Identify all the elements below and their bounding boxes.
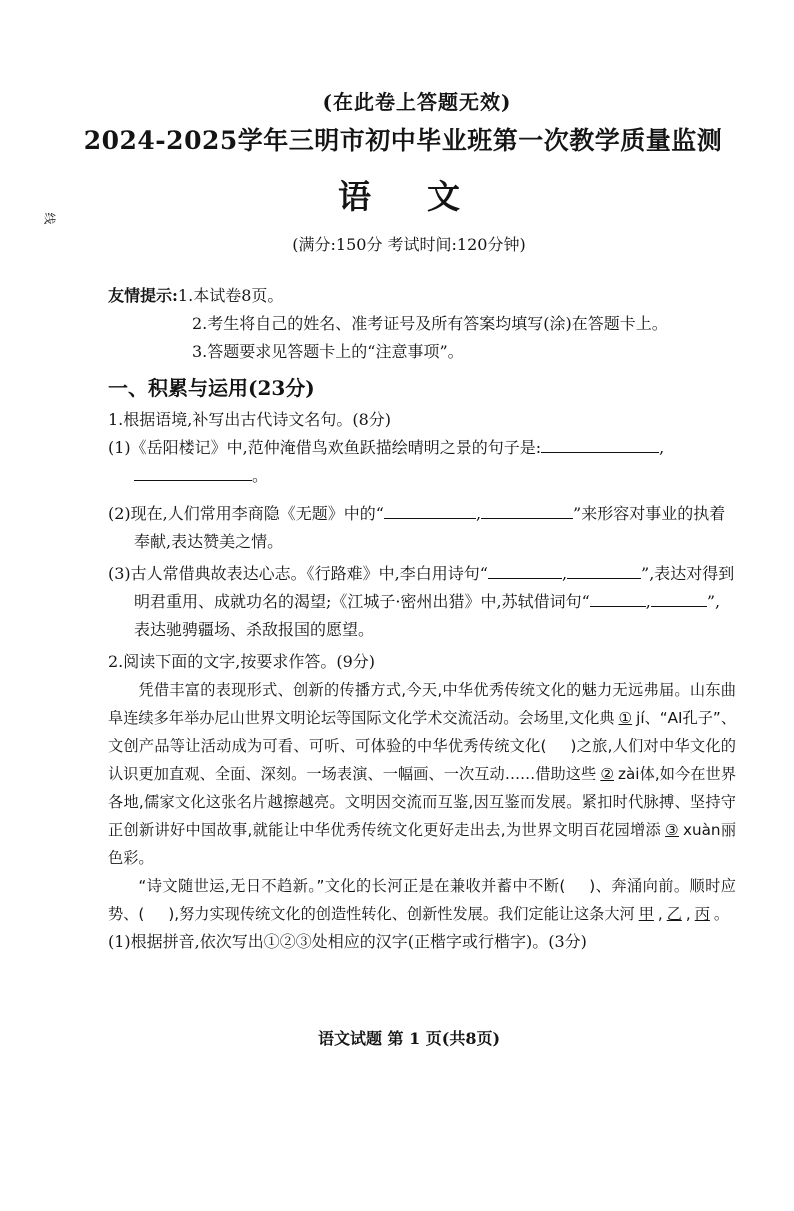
page-footer: 语文试题 第 1 页(共8页) bbox=[317, 1029, 501, 1048]
section-heading: 一、积累与运用(23分) bbox=[108, 376, 315, 400]
tip-item: 2.考生将自己的姓名、准考证号及所有答案均填写(涂)在答题卡上。 bbox=[192, 314, 668, 333]
answer-blank[interactable] bbox=[541, 434, 659, 453]
friendly-tips bbox=[108, 282, 736, 366]
question-stem: 1.根据语境,补写出古代诗文名句。(8分) bbox=[108, 410, 392, 429]
invalid-answer-notice: (在此卷上答题无效) bbox=[322, 90, 512, 114]
question-2-sub-1: (1)根据拼音,依次写出①②③处相应的汉字(正楷字或行楷字)。(3分) bbox=[108, 932, 587, 951]
answer-blank[interactable] bbox=[134, 462, 252, 481]
marker-2: ② bbox=[600, 765, 615, 783]
question-stem: 2.阅读下面的文字,按要求作答。(9分) bbox=[108, 652, 376, 671]
answer-blank[interactable] bbox=[590, 588, 646, 607]
reading-passage bbox=[108, 676, 736, 928]
marker-3: ③ bbox=[665, 821, 679, 839]
passage-paragraph: 凭借丰富的表现形式、创新的传播方式,今天,中华优秀传统文化的魅力无远弗届。山东曲阜连续多年举办尼山世界文明论坛等国际文化学术交流活动。会场里,文化典 ① jí、“AI孔子”、文创产品等让活动成为可看、可听、可体验的中华优秀传统文化( )之旅,人们对中华文化的认识更加直观、全面、深刻。一场表演、一幅画、一次互动……借助这些 ② zài体,如今在世界各地,儒家文化这张名片越擦越亮。文明因交流而互鉴,因互鉴而发展。紧扣时代脉搏、坚持守正创新讲好中国故事,就能让中华优秀传统文化更好走出去,为世界文明百花园增添 ③ xuàn丽色彩。 bbox=[108, 681, 737, 867]
answer-blank[interactable] bbox=[567, 560, 641, 579]
question-1-part-3: (3)古人常借典故表达心志。《行路难》中,李白用诗句“ , ”,表达对得到明君重用、成就功名的渴望;《江城子·密州出猎》中,苏轼借词句“ , ”,表达驰骋疆场、杀敌报国的愿望。 bbox=[108, 560, 736, 644]
marker-bing: 丙 bbox=[694, 905, 710, 923]
exam-title: 2024-2025学年三明市初中毕业班第一次教学质量监测 bbox=[83, 126, 723, 155]
question-1-part-2: (2)现在,人们常用李商隐《无题》中的“ , ”来形容对事业的执着奉献,表达赞美之情。 bbox=[108, 500, 736, 556]
answer-blank[interactable] bbox=[384, 500, 476, 519]
tips-label: 友情提示: bbox=[108, 286, 178, 305]
passage-paragraph: “诗文随世运,无日不趋新。”文化的长河正是在兼收并蓄中不断( )、奔涌向前。顺时应势、( ),努力实现传统文化的创造性转化、创新性发展。我们定能让这条大河 甲 , 乙 , 丙 。 bbox=[108, 877, 736, 923]
answer-paren[interactable] bbox=[546, 737, 570, 755]
exam-content bbox=[108, 282, 736, 956]
answer-paren[interactable] bbox=[144, 905, 168, 923]
exam-header bbox=[0, 86, 794, 255]
tip-item: 1.本试卷8页。 bbox=[177, 286, 284, 305]
question-1 bbox=[108, 406, 736, 644]
question-2 bbox=[108, 648, 736, 956]
question-1-part-1: (1)《岳阳楼记》中,范仲淹借鸟欢鱼跃描绘晴明之景的句子是: , 。 bbox=[108, 434, 736, 490]
subject-title: 语文 bbox=[338, 177, 516, 216]
exam-meta: (满分:150分 考试时间:120分钟) bbox=[292, 235, 526, 254]
marker-1: ① bbox=[618, 709, 633, 727]
answer-paren[interactable] bbox=[565, 877, 589, 895]
binding-line-mark: 线 bbox=[42, 212, 57, 225]
answer-blank[interactable] bbox=[488, 560, 562, 579]
marker-yi: 乙 bbox=[666, 905, 682, 923]
answer-blank[interactable] bbox=[651, 588, 707, 607]
tip-item: 3.答题要求见答题卡上的“注意事项”。 bbox=[192, 342, 464, 361]
answer-blank[interactable] bbox=[481, 500, 573, 519]
marker-jia: 甲 bbox=[638, 905, 654, 923]
